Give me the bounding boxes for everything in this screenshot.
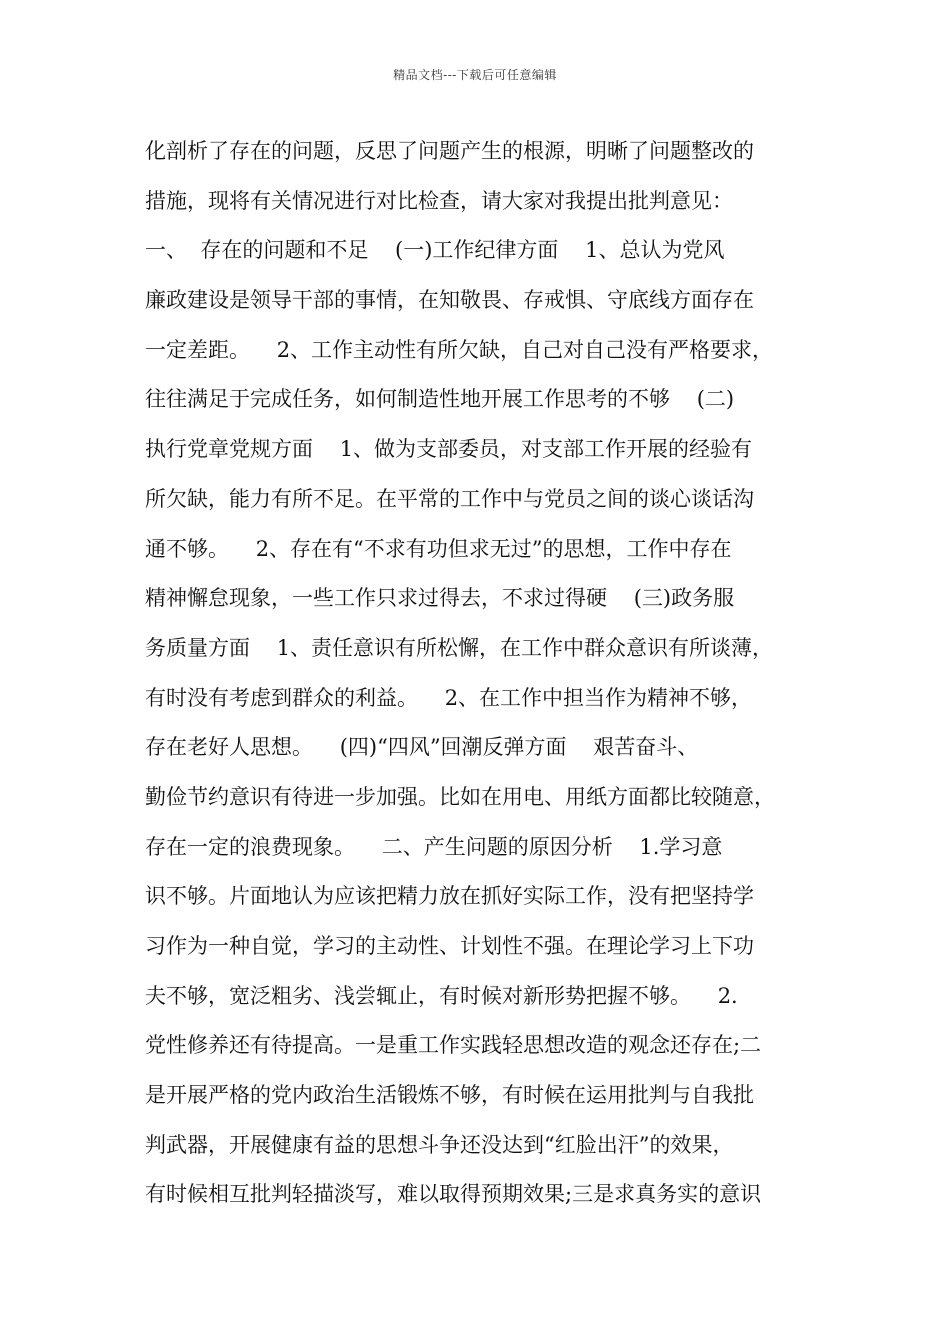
body-line: 廉政建设是领导干部的事情，在知敬畏、存戒惧、守底线方面存在	[145, 288, 754, 313]
body-line: 习作为一种自觉，学习的主动性、计划性不强。在理论学习上下功	[145, 934, 754, 958]
body-line: 所欠缺，能力有所不足。在平常的工作中与党员之间的谈心谈话沟	[145, 486, 754, 511]
body-line: 化剖析了存在的问题，反思了问题产生的根源，明晰了问题整改的	[145, 139, 754, 163]
body-line: 措施，现将有关情况进行对比检查，请大家对我提出批判意见：	[145, 188, 733, 213]
body-line: 判武器，开展健康有益的思想斗争还没达到“红脸出汗”的效果，	[145, 1132, 734, 1157]
body-line: 一、 存在的问题和不足 (一)工作纪律方面 1、总认为党风	[145, 238, 725, 263]
body-line: 存在一定的浪费现象。 二、产生问题的原因分析 1.学习意	[145, 834, 723, 859]
page-header: 精品文档---下载后可任意编辑	[393, 68, 557, 82]
body-line: 通不够。 2、存在有“不求有功但求无过”的思想，工作中存在	[145, 536, 732, 561]
body-line: 是开展严格的党内政治生活锻炼不够，有时候在运用批判与自我批	[145, 1083, 754, 1108]
body-line: 务质量方面 1、责任意识有所松懈，在工作中群众意识有所谈薄，	[145, 635, 774, 660]
document-body	[145, 127, 807, 1220]
body-line: 存在老好人思想。 (四)“四风”回潮反弹方面 艰苦奋斗、	[145, 735, 699, 760]
body-line: 往往满足于完成任务，如何制造性地开展工作思考的不够 (二)	[145, 387, 735, 412]
body-line: 一定差距。 2、工作主动性有所欠缺，自己对自己没有严格要求，	[145, 337, 774, 362]
body-line: 有时候相互批判轻描淡写，难以取得预期效果;三是求真务实的意识	[145, 1182, 762, 1207]
body-line: 执行党章党规方面 1、做为支部委员，对支部工作开展的经验有	[145, 437, 753, 462]
body-line: 识不够。片面地认为应该把精力放在抓好实际工作，没有把坚持学	[145, 884, 754, 909]
body-line: 勤俭节约意识有待进一步加强。比如在用电、用纸方面都比较随意，	[145, 784, 775, 809]
body-line: 有时没有考虑到群众的利益。 2、在工作中担当作为精神不够，	[145, 685, 753, 710]
body-line: 党性修养还有待提高。一是重工作实践轻思想改造的观念还存在;二	[145, 1033, 762, 1058]
body-line: 夫不够，宽泛粗劣、浅尝辄止，有时候对新形势把握不够。 2.	[145, 983, 738, 1008]
body-line: 精神懈怠现象，一些工作只求过得去，不求过得硬 (三)政务服	[145, 586, 735, 611]
